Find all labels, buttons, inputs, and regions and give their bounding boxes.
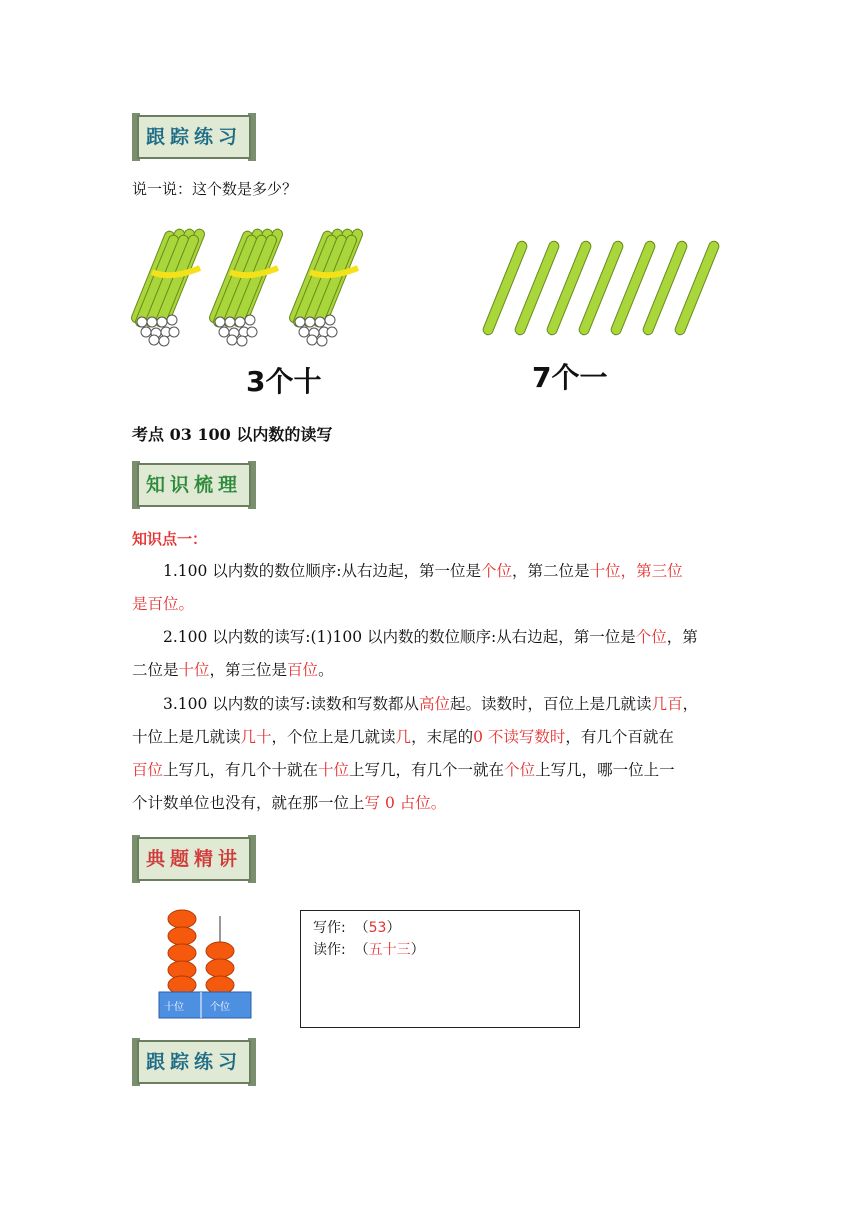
practice-banner <box>132 111 256 163</box>
practice-banner-2 <box>132 1036 256 1088</box>
banner-title: 典题精讲 <box>145 848 242 870</box>
banner-title: 跟踪练习 <box>145 1051 242 1073</box>
write-answer: 53 <box>368 920 387 936</box>
knowledge-point-label: 知识点一： <box>132 530 208 548</box>
banner-title: 跟踪练习 <box>145 126 242 148</box>
abacus-figure <box>158 906 252 1020</box>
paragraph-2: 2.100 以内数的读写:(1)100 以内数的数位顺序:从右边起，第一位是个位，第 二位是十位，第三位是百位。 <box>132 628 698 679</box>
section-title: 考点 03 100 以内数的读写 <box>132 425 333 444</box>
read-row: 读作: （五十三） <box>313 942 425 958</box>
examples-banner <box>132 833 256 885</box>
banner-title: 知识梳理 <box>145 474 242 496</box>
paragraph-3: 3.100 以内数的读写:读数和写数都从高位起。读数时，百位上是几就读几百， 十位上是几就读几十，个位上是几就读几，末尾的0 不读写数时，有几个百就在 百位上写几，有几个十就在十位上写几，有几个一就在个位上写几，哪一位上一 个计数单位也没有，就在那一位上写 0 占位。 <box>132 695 699 812</box>
ones-sticks-figure <box>478 232 728 342</box>
read-answer: 五十三 <box>368 942 411 958</box>
ones-label: 7个一 <box>532 361 608 394</box>
question-text: 说一说：这个数是多少？ <box>132 180 298 198</box>
tens-label: 3个十 <box>246 365 322 398</box>
write-row: 写作: （53） <box>313 920 401 936</box>
abacus-tens-label: 十位 <box>164 1002 184 1013</box>
answer-box <box>300 910 580 1028</box>
paragraph-1: 1.100 以内数的数位顺序:从右边起，第一位是个位，第二位是十位，第三位 是百位。 <box>132 562 683 613</box>
knowledge-banner <box>132 459 256 511</box>
abacus-ones-label: 个位 <box>210 1002 230 1013</box>
tens-bundles-figure <box>130 220 390 350</box>
